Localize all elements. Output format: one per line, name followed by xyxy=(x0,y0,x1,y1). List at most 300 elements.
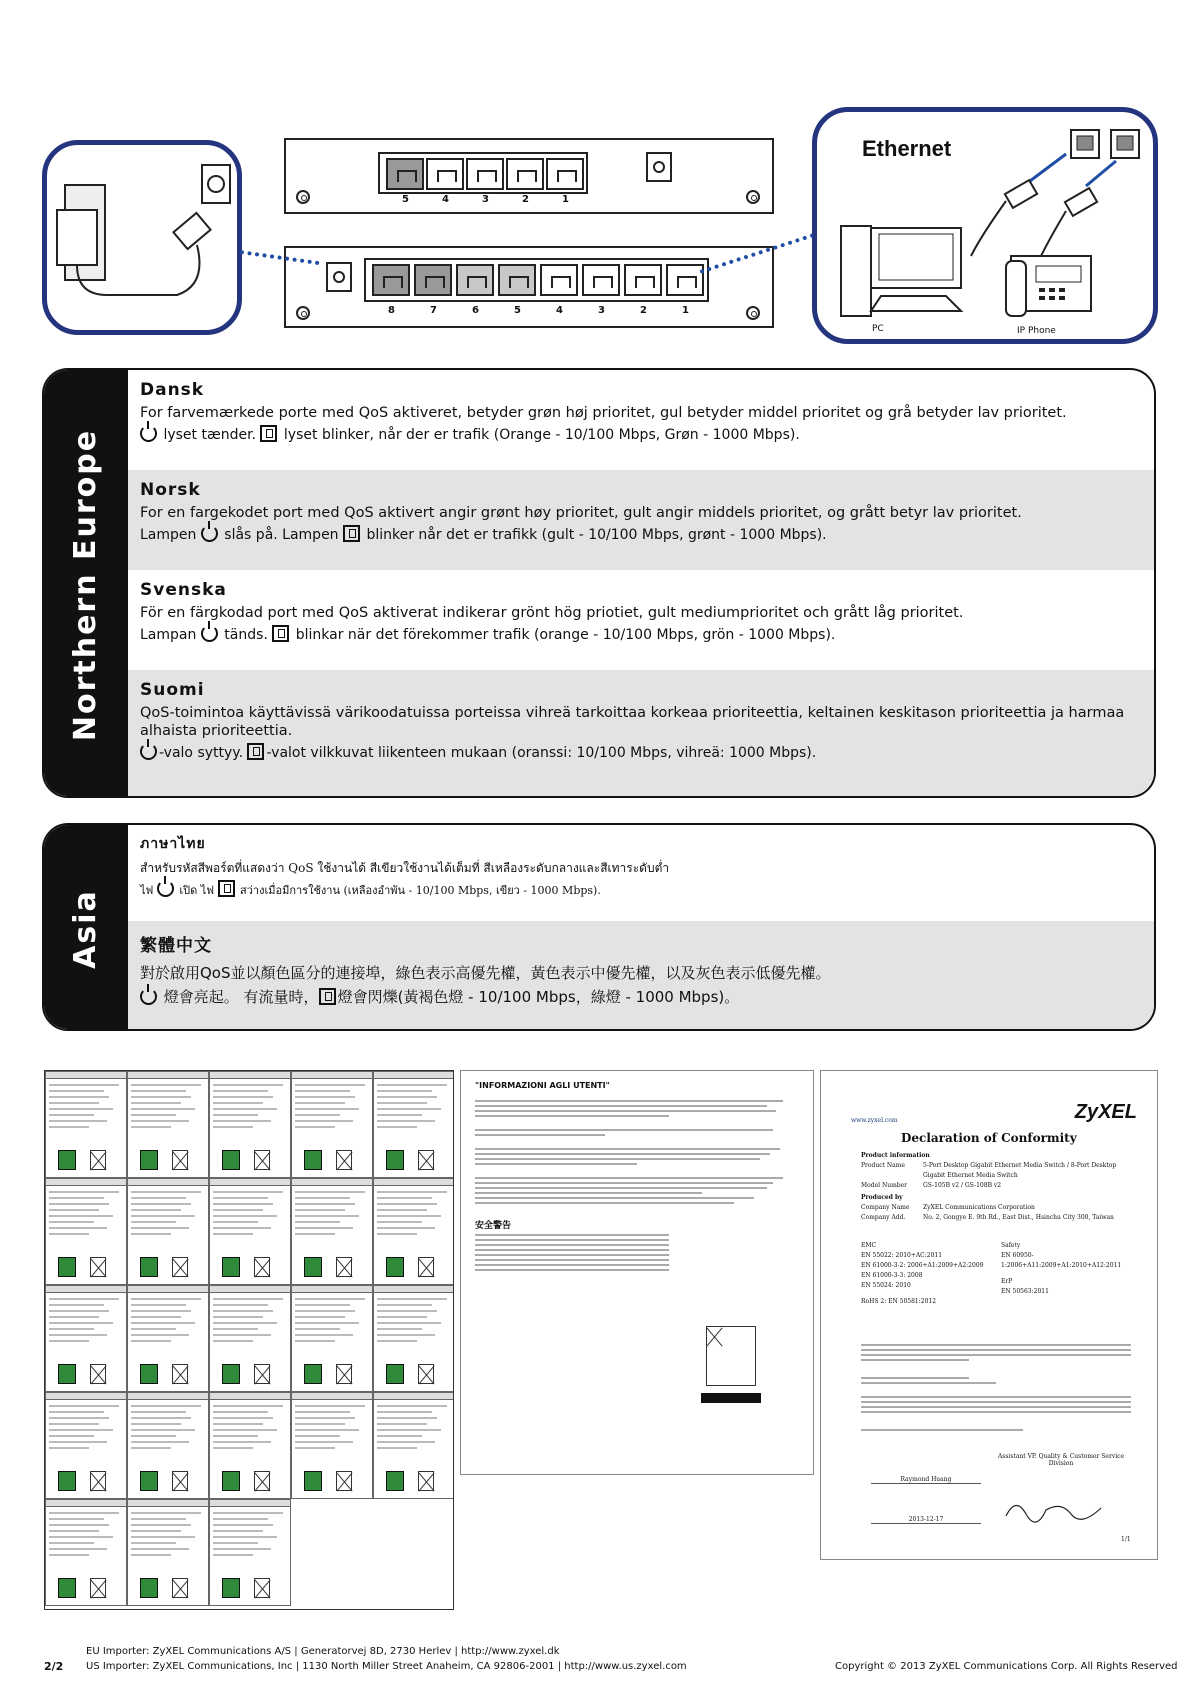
lang-norsk xyxy=(128,470,1154,570)
text-line xyxy=(213,1518,268,1520)
us-importer: US Importer: ZyXEL Communications, Inc | 1130 North Miller Street Anaheim, CA 92806-2001 | http://www.us.zyxel.com xyxy=(86,1661,687,1672)
ethernet-port xyxy=(466,158,504,190)
declaration-cell xyxy=(373,1071,454,1178)
signing-date: 2013-12-17 xyxy=(871,1516,981,1524)
ip-phone-label: IP Phone xyxy=(1017,326,1056,336)
ethernet-port xyxy=(540,264,578,296)
weee-bin-icon xyxy=(336,1150,352,1170)
rohs-icon xyxy=(58,1364,76,1384)
text-line xyxy=(131,1542,176,1544)
port-number: 7 xyxy=(430,305,437,316)
weee-bin-icon xyxy=(90,1257,106,1277)
text-line xyxy=(49,1090,104,1092)
text-line xyxy=(213,1084,283,1086)
text-line xyxy=(377,1233,417,1235)
text-line xyxy=(131,1423,181,1425)
text-line xyxy=(213,1322,277,1324)
text-line xyxy=(295,1435,340,1437)
text-line xyxy=(131,1334,189,1336)
link-icon xyxy=(343,525,360,542)
text-line xyxy=(213,1441,271,1443)
text-line xyxy=(377,1120,435,1122)
weee-bar xyxy=(701,1393,761,1403)
text-line xyxy=(49,1334,107,1336)
northern-europe-panel xyxy=(42,368,1156,798)
text-line xyxy=(213,1536,277,1538)
text-line xyxy=(131,1554,171,1556)
text-line xyxy=(213,1114,258,1116)
cell-header xyxy=(128,1393,208,1400)
text-line xyxy=(49,1108,113,1110)
page-number: 1/1 xyxy=(1121,1536,1131,1543)
text-line xyxy=(377,1298,447,1300)
text-line xyxy=(377,1435,422,1437)
power-icon xyxy=(201,625,218,642)
ethernet-port xyxy=(624,264,662,296)
text-line xyxy=(49,1084,119,1086)
company-address-label: Company Add. xyxy=(861,1214,906,1221)
text-line xyxy=(49,1405,119,1407)
declaration-cell xyxy=(373,1392,454,1499)
text-line xyxy=(49,1411,104,1413)
port-number: 4 xyxy=(556,305,563,316)
lang-title: 繁體中文 xyxy=(140,936,212,956)
text-line xyxy=(213,1548,271,1550)
declaration-cell xyxy=(291,1392,373,1499)
text-line xyxy=(213,1298,283,1300)
text-line xyxy=(131,1435,176,1437)
lang-text: For en fargekodet port med QoS aktivert angir grønt høy prioritet, gult angir middels prioritet, og grått betyr lav prioritet. xyxy=(140,505,1022,521)
lang-thai xyxy=(128,825,1154,921)
power-icon xyxy=(140,988,157,1005)
weee-bin-icon xyxy=(254,1150,270,1170)
text-line xyxy=(49,1328,94,1330)
product-name: 5-Port Desktop Gigabit Ethernet Media Switch / 8-Port Desktop Gigabit Ethernet Media Switch xyxy=(923,1162,1117,1179)
text-line xyxy=(131,1304,186,1306)
text-line xyxy=(131,1512,201,1514)
screw-icon xyxy=(296,190,310,204)
lang-title: Norsk xyxy=(140,480,201,500)
link-icon xyxy=(218,880,235,897)
text-line xyxy=(213,1215,277,1217)
notice-heading-cn: 安全警告 xyxy=(475,1221,512,1231)
text-line xyxy=(131,1518,186,1520)
text-line xyxy=(295,1096,355,1098)
weee-bin-icon xyxy=(336,1257,352,1277)
text-line xyxy=(377,1227,435,1229)
declaration-cell xyxy=(291,1071,373,1178)
text-line xyxy=(295,1322,359,1324)
region-label: Northern Europe xyxy=(68,428,103,742)
text-line xyxy=(295,1298,365,1300)
weee-bin-icon xyxy=(418,1364,434,1384)
text-line xyxy=(131,1102,181,1104)
weee-bin-icon xyxy=(172,1257,188,1277)
declaration-of-conformity-thumbnail xyxy=(820,1070,1158,1560)
text-line xyxy=(213,1411,268,1413)
rohs-icon xyxy=(58,1578,76,1598)
ethernet-port xyxy=(582,264,620,296)
rohs-icon xyxy=(386,1257,404,1277)
text-line xyxy=(295,1447,335,1449)
declaration-cell xyxy=(209,1392,291,1499)
cell-header xyxy=(292,1072,372,1079)
text-line xyxy=(213,1209,263,1211)
text-line xyxy=(49,1536,113,1538)
signer-title: Assistant VP. Quality & Customer Service Division xyxy=(997,1453,1125,1467)
cell-header xyxy=(210,1500,290,1507)
cell-header xyxy=(46,1286,126,1293)
lang-led-text: 燈會亮起。 有流量時， 燈會閃爍(黃褐色燈 - 10/100 Mbps，綠燈 - 1000 Mbps)。 xyxy=(140,988,1142,1006)
cell-header xyxy=(128,1072,208,1079)
port-number: 3 xyxy=(482,194,489,205)
rohs-icon xyxy=(222,1471,240,1491)
rohs-icon xyxy=(140,1578,158,1598)
cell-header xyxy=(292,1286,372,1293)
text-line xyxy=(131,1316,181,1318)
text-line xyxy=(377,1203,437,1205)
text-line xyxy=(49,1447,89,1449)
weee-bin-icon xyxy=(90,1150,106,1170)
lang-led-text: Lampan tänds. blinkar när det förekommer trafik (orange - 10/100 Mbps, grön - 1000 Mbps). xyxy=(140,627,836,643)
text-line xyxy=(49,1209,99,1211)
text-line xyxy=(49,1417,109,1419)
italian-notice-thumbnail xyxy=(460,1070,814,1475)
text-line xyxy=(49,1126,89,1128)
text-line xyxy=(377,1126,417,1128)
screw-icon xyxy=(746,306,760,320)
text-line xyxy=(377,1084,447,1086)
weee-bin-icon xyxy=(254,1471,270,1491)
text-line xyxy=(213,1423,263,1425)
port-number: 8 xyxy=(388,305,395,316)
link-icon xyxy=(319,988,336,1005)
lang-led-text: Lampen slås på. Lampen blinker når det er trafikk (gult - 10/100 Mbps, grønt - 1000 Mbps). xyxy=(140,527,827,543)
port-number: 5 xyxy=(402,194,409,205)
text-line xyxy=(213,1429,277,1431)
rohs-icon xyxy=(222,1150,240,1170)
switch-5-port xyxy=(284,138,774,214)
ethernet-port xyxy=(456,264,494,296)
power-adapter-icon xyxy=(47,145,237,330)
text-line xyxy=(377,1310,437,1312)
text-line xyxy=(49,1233,89,1235)
lang-dansk xyxy=(128,370,1154,470)
lang-title: Dansk xyxy=(140,380,205,400)
text-line xyxy=(377,1316,427,1318)
copyright: Copyright © 2013 ZyXEL Communications Corp. All Rights Reserved xyxy=(835,1661,1178,1672)
text-line xyxy=(295,1090,350,1092)
text-line xyxy=(213,1512,283,1514)
text-line xyxy=(131,1328,176,1330)
link-icon xyxy=(260,425,277,442)
text-line xyxy=(213,1227,271,1229)
text-line xyxy=(49,1120,107,1122)
text-line xyxy=(377,1102,427,1104)
ethernet-port xyxy=(666,264,704,296)
link-icon xyxy=(247,743,264,760)
text-line xyxy=(295,1417,355,1419)
declaration-cell xyxy=(209,1499,291,1606)
cell-header xyxy=(46,1179,126,1186)
port-number: 2 xyxy=(522,194,529,205)
text-line xyxy=(377,1209,427,1211)
rohs-icon xyxy=(304,1471,322,1491)
company-url: www.zyxel.com xyxy=(851,1117,898,1124)
eu-importer: EU Importer: ZyXEL Communications A/S | Generatorvej 8D, 2730 Herlev | http://www.zyxel.dk xyxy=(86,1646,560,1657)
text-line xyxy=(295,1203,355,1205)
cell-header xyxy=(374,1286,454,1293)
text-line xyxy=(213,1126,253,1128)
cell-header xyxy=(210,1393,290,1400)
lang-text: 對於啟用QoS並以顏色區分的連接埠，綠色表示高優先權，黃色表示中優先權，以及灰色表示低優先權。 xyxy=(140,964,831,982)
text-line xyxy=(377,1429,441,1431)
text-line xyxy=(377,1411,432,1413)
declaration-cell xyxy=(45,1392,127,1499)
text-line xyxy=(49,1441,107,1443)
ethernet-port xyxy=(372,264,410,296)
declaration-cell xyxy=(127,1178,209,1285)
text-line xyxy=(377,1441,435,1443)
pc-label: PC xyxy=(872,324,884,334)
text-line xyxy=(377,1304,432,1306)
declaration-cell xyxy=(373,1178,454,1285)
cell-header xyxy=(46,1393,126,1400)
text-line xyxy=(131,1096,191,1098)
text-line xyxy=(131,1548,189,1550)
text-line xyxy=(377,1090,432,1092)
rohs-icon xyxy=(140,1257,158,1277)
power-icon xyxy=(157,880,174,897)
text-line xyxy=(49,1340,89,1342)
text-line xyxy=(295,1411,350,1413)
lang-text: For farvemærkede porte med QoS aktiveret, betyder grøn høj prioritet, gul betyder middel prioritet og grå betyder lav prioritet. xyxy=(140,405,1067,421)
text-line xyxy=(295,1340,335,1342)
text-line xyxy=(295,1221,340,1223)
lang-text: QoS-toimintoa käyttävissä värikoodatuissa porteissa vihreä tarkoittaa korkeaa prioriteettia, keltainen keskitason prioriteettia ja harmaa alhaista prioriteettia. xyxy=(140,705,1125,739)
text-line xyxy=(49,1221,94,1223)
cell-header xyxy=(46,1500,126,1507)
text-line xyxy=(213,1310,273,1312)
text-line xyxy=(295,1429,359,1431)
text-line xyxy=(377,1447,417,1449)
cell-header xyxy=(374,1179,454,1186)
text-line xyxy=(131,1429,195,1431)
product-info-label: Product information xyxy=(861,1152,930,1159)
text-line xyxy=(295,1405,365,1407)
panel-side-bar xyxy=(44,370,128,796)
cell-header xyxy=(210,1072,290,1079)
text-line xyxy=(377,1114,422,1116)
port-number: 5 xyxy=(514,305,521,316)
cell-header xyxy=(374,1393,454,1400)
text-line xyxy=(295,1310,355,1312)
text-line xyxy=(377,1221,422,1223)
lang-suomi xyxy=(128,670,1154,798)
text-line xyxy=(49,1530,99,1532)
rohs-icon xyxy=(58,1257,76,1277)
text-line xyxy=(49,1518,104,1520)
weee-bin-icon xyxy=(90,1578,106,1598)
text-line xyxy=(131,1447,171,1449)
text-line xyxy=(49,1197,104,1199)
weee-bin-icon xyxy=(418,1150,434,1170)
weee-bin-icon xyxy=(706,1326,756,1386)
text-line xyxy=(377,1108,441,1110)
cell-header xyxy=(292,1179,372,1186)
declaration-cell xyxy=(127,1392,209,1499)
text-line xyxy=(377,1096,437,1098)
lang-title: ภาษาไทย xyxy=(140,836,206,852)
text-line xyxy=(131,1411,186,1413)
product-name-label: Product Name xyxy=(861,1162,905,1169)
rohs-icon xyxy=(386,1471,404,1491)
cell-header xyxy=(292,1393,372,1400)
rohs-icon xyxy=(304,1150,322,1170)
declaration-cell xyxy=(127,1285,209,1392)
text-line xyxy=(377,1215,441,1217)
text-line xyxy=(49,1227,107,1229)
rohs-icon xyxy=(58,1471,76,1491)
lang-text: För en färgkodad port med QoS aktiverat indikerar grönt hög priotiet, gult mediumprioritet och grått låg prioritet. xyxy=(140,605,964,621)
weee-bin-icon xyxy=(336,1364,352,1384)
ethernet-panel xyxy=(812,107,1158,344)
power-jack-icon xyxy=(646,152,672,182)
rohs-icon xyxy=(304,1364,322,1384)
power-icon xyxy=(140,425,157,442)
company-name: ZyXEL Communications Corporation xyxy=(923,1204,1035,1211)
weee-bin-icon xyxy=(90,1471,106,1491)
cell-header xyxy=(128,1179,208,1186)
text-line xyxy=(49,1512,119,1514)
asia-panel xyxy=(42,823,1156,1031)
text-line xyxy=(131,1530,181,1532)
screw-icon xyxy=(746,190,760,204)
text-line xyxy=(49,1096,109,1098)
text-line xyxy=(213,1316,263,1318)
notice-cn-text xyxy=(475,1234,669,1271)
weee-bin-icon xyxy=(336,1471,352,1491)
text-line xyxy=(377,1334,435,1336)
port-number: 2 xyxy=(640,305,647,316)
weee-bin-icon xyxy=(254,1364,270,1384)
text-line xyxy=(295,1328,340,1330)
text-line xyxy=(131,1233,171,1235)
text-line xyxy=(295,1114,340,1116)
text-line xyxy=(213,1530,263,1532)
zyxel-logo: ZyXEL xyxy=(1074,1101,1137,1123)
text-line xyxy=(213,1542,258,1544)
weee-bin-icon xyxy=(418,1257,434,1277)
declaration-cell xyxy=(209,1178,291,1285)
rohs-icon xyxy=(140,1150,158,1170)
devices-icon xyxy=(821,116,1151,336)
weee-bin-icon xyxy=(418,1471,434,1491)
text-line xyxy=(213,1233,253,1235)
safety-list: Safety EN 60950-1:2006+A11:2009+A1:2010+A12:2011 ErP EN 50563:2011 xyxy=(1001,1242,1122,1295)
text-line xyxy=(295,1197,350,1199)
notice-text-block xyxy=(475,1100,799,1204)
declaration-cell xyxy=(127,1499,209,1606)
text-line xyxy=(295,1215,359,1217)
text-line xyxy=(131,1209,181,1211)
produced-by-label: Produced by xyxy=(861,1194,903,1201)
ethernet-port xyxy=(426,158,464,190)
company-address: No. 2, Gongye E. 9th Rd., East Dist., Hsinchu City 300, Taiwan xyxy=(923,1214,1114,1221)
power-icon xyxy=(140,743,157,760)
ethernet-port xyxy=(414,264,452,296)
ethernet-port xyxy=(386,158,424,190)
text-line xyxy=(213,1328,258,1330)
declaration-cell xyxy=(209,1285,291,1392)
port-number: 4 xyxy=(442,194,449,205)
declaration-cell xyxy=(291,1178,373,1285)
text-line xyxy=(295,1423,345,1425)
rohs-icon xyxy=(222,1578,240,1598)
lang-led-text: -valo syttyy. -valot vilkkuvat liikenteen mukaan (oranssi: 10/100 Mbps, vihreä: 1000 Mbps). xyxy=(140,743,1142,762)
ethernet-port xyxy=(498,264,536,296)
text-line xyxy=(49,1423,99,1425)
text-line xyxy=(49,1215,113,1217)
ethernet-port xyxy=(506,158,544,190)
text-line xyxy=(131,1340,171,1342)
weee-bin-icon xyxy=(172,1471,188,1491)
text-line xyxy=(131,1417,191,1419)
rohs-icon xyxy=(58,1150,76,1170)
text-line xyxy=(131,1441,189,1443)
text-line xyxy=(213,1334,271,1336)
rohs-icon xyxy=(386,1150,404,1170)
text-line xyxy=(295,1126,335,1128)
text-line xyxy=(295,1084,365,1086)
text-line xyxy=(131,1310,191,1312)
text-line xyxy=(213,1090,268,1092)
power-jack-icon xyxy=(326,262,352,292)
lang-text: สำหรับรหัสสีพอร์ตที่แสดงว่า QoS ใช้งานได้ สีเขียวใช้งานได้เต็มที่ สีเหลืองระดับกลางและสีเทาระดับต่ำ xyxy=(140,861,670,875)
text-line xyxy=(213,1203,273,1205)
text-line xyxy=(377,1191,447,1193)
cell-header xyxy=(128,1286,208,1293)
lang-led-text: ไฟ เปิด ไฟ สว่างเมื่อมีการใช้งาน (เหลืองอำพัน - 10/100 Mbps, เขียว - 1000 Mbps). xyxy=(140,880,1142,900)
weee-bin-icon xyxy=(172,1150,188,1170)
text-line xyxy=(131,1221,176,1223)
lang-chinese xyxy=(128,921,1154,1031)
screw-icon xyxy=(296,306,310,320)
text-line xyxy=(131,1536,195,1538)
text-line xyxy=(49,1304,104,1306)
declaration-cell xyxy=(45,1285,127,1392)
rohs-icon xyxy=(386,1364,404,1384)
weee-bin-icon xyxy=(254,1257,270,1277)
declaration-cell xyxy=(45,1178,127,1285)
text-line xyxy=(131,1405,201,1407)
text-line xyxy=(131,1114,176,1116)
text-line xyxy=(49,1191,119,1193)
text-line xyxy=(49,1542,94,1544)
text-line xyxy=(213,1447,253,1449)
ethernet-port xyxy=(546,158,584,190)
text-line xyxy=(377,1405,447,1407)
rohs-icon xyxy=(222,1364,240,1384)
company-name-label: Company Name xyxy=(861,1204,910,1211)
port-number: 1 xyxy=(562,194,569,205)
text-line xyxy=(131,1191,201,1193)
lang-title: Suomi xyxy=(140,680,205,700)
text-line xyxy=(49,1435,94,1437)
text-line xyxy=(213,1096,273,1098)
port-number: 6 xyxy=(472,305,479,316)
weee-bin-icon xyxy=(254,1578,270,1598)
